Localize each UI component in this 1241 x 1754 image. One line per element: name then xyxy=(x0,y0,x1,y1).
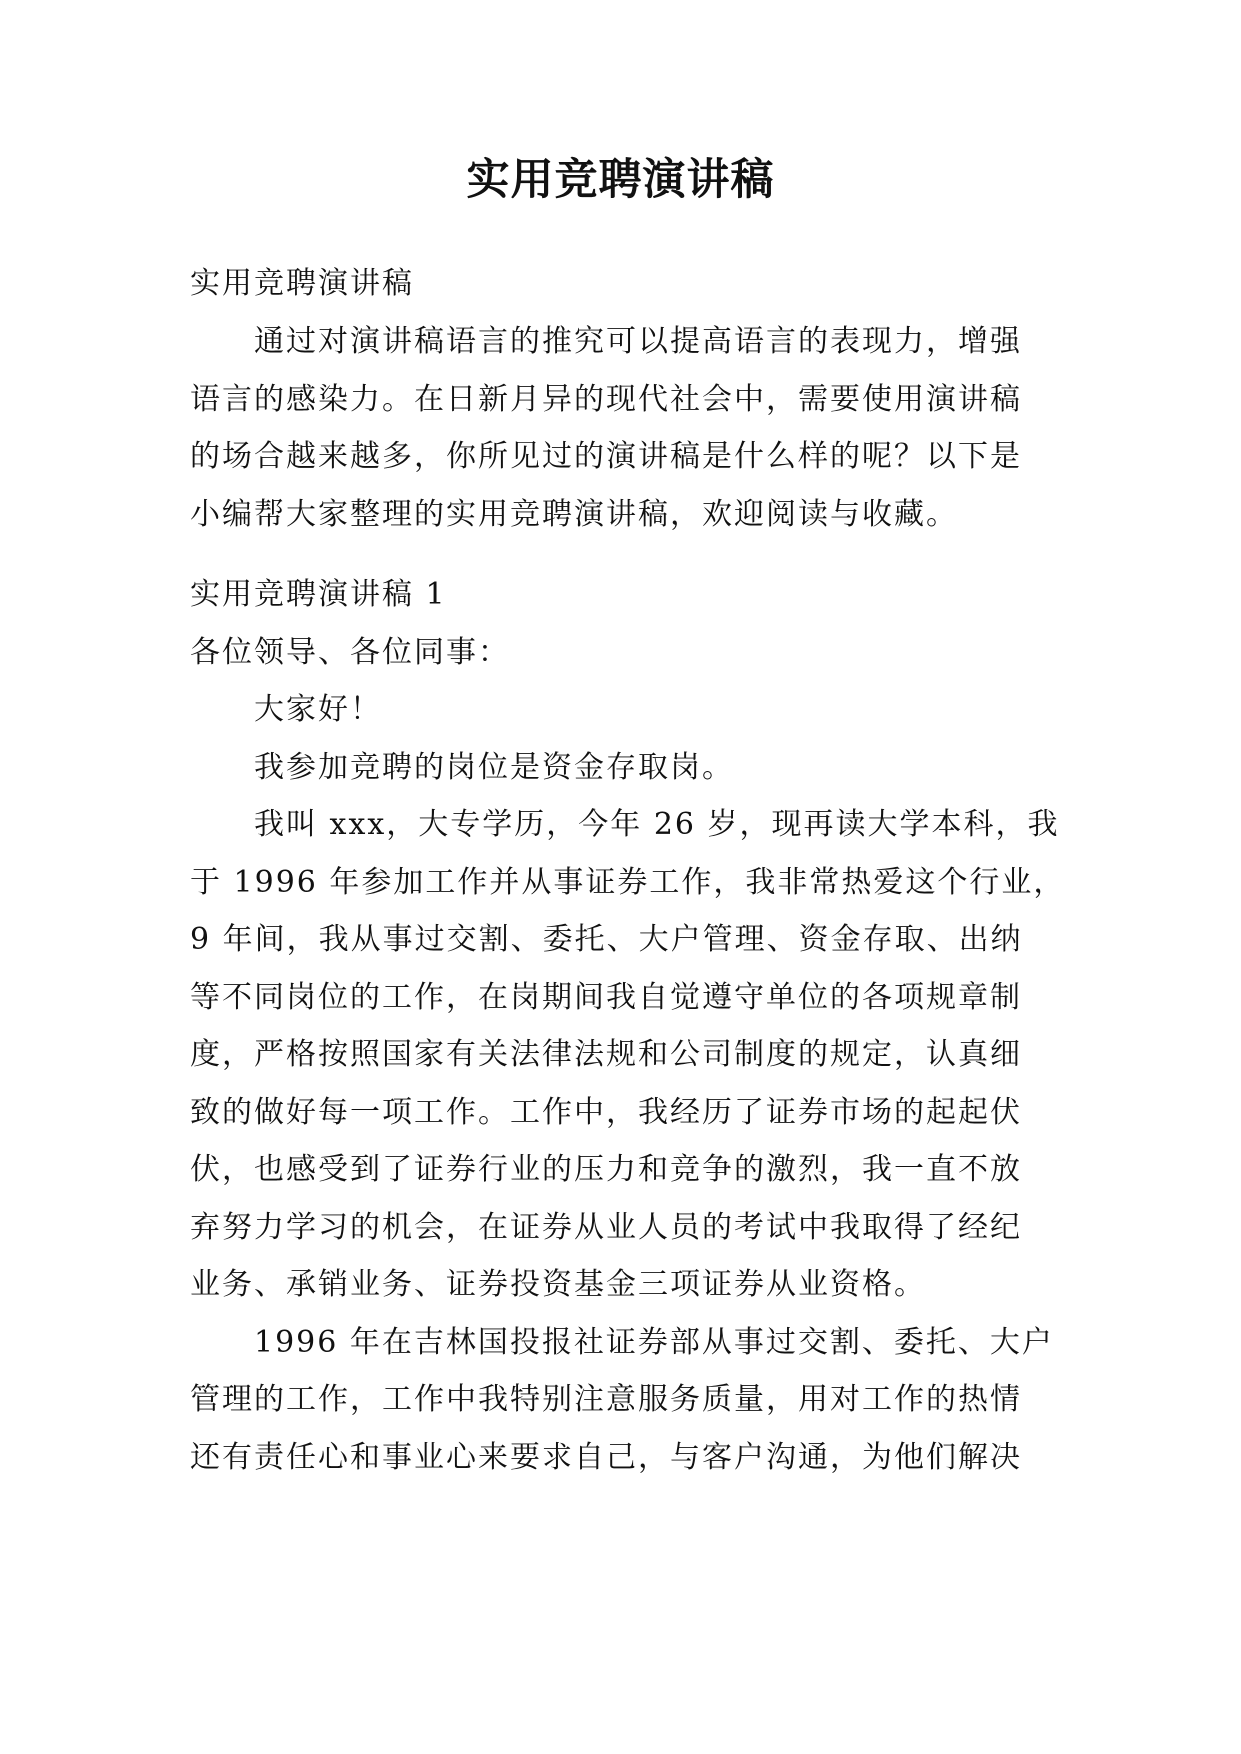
paragraph-2-line: 还有责任心和事业心来要求自己，与客户沟通，为他们解决 xyxy=(190,1439,1022,1475)
paragraph-1-line: 致的做好每一项工作。工作中，我经历了证券市场的起起伏 xyxy=(190,1094,1022,1130)
section-heading: 实用竞聘演讲稿 1 xyxy=(190,577,447,612)
intro-line: 的场合越来越多，你所见过的演讲稿是什么样的呢？以下是 xyxy=(190,439,1022,474)
paragraph-2-line: 管理的工作，工作中我特别注意服务质量，用对工作的热情 xyxy=(190,1382,1022,1417)
position-line: 我参加竞聘的岗位是资金存取岗。 xyxy=(254,749,734,785)
paragraph-1-line: 伏，也感受到了证券行业的压力和竞争的激烈，我一直不放 xyxy=(190,1152,1022,1187)
paragraph-1-line: 度，严格按照国家有关法律法规和公司制度的规定，认真细 xyxy=(190,1037,1022,1072)
intro-line: 小编帮大家整理的实用竞聘演讲稿，欢迎阅读与收藏。 xyxy=(190,496,958,532)
paragraph-1-line: 等不同岗位的工作，在岗期间我自觉遵守单位的各项规章制 xyxy=(190,979,1022,1015)
paragraph-1-line: 业务、承销业务、证券投资基金三项证券从业资格。 xyxy=(190,1267,926,1302)
intro-paragraph xyxy=(190,313,1052,543)
document-title: 实用竞聘演讲稿 xyxy=(466,155,775,205)
document-subtitle: 实用竞聘演讲稿 xyxy=(190,266,414,301)
greeting: 大家好！ xyxy=(254,692,382,727)
paragraph-1-line: 于 1996 年参加工作并从事证券工作，我非常热爱这个行业， xyxy=(190,864,1066,900)
paragraph-1-line: 我叫 xxx，大专学历，今年 26 岁，现再读大学本科，我 xyxy=(254,807,1060,842)
salutation: 各位领导、各位同事： xyxy=(190,634,510,670)
document-subtitle-block xyxy=(190,255,1052,313)
paragraph-1-line: 9 年间，我从事过交割、委托、大户管理、资金存取、出纳 xyxy=(190,922,1023,957)
intro-line: 通过对演讲稿语言的推究可以提高语言的表现力，增强 xyxy=(254,324,1022,359)
section-1 xyxy=(190,566,1066,1486)
intro-line: 语言的感染力。在日新月异的现代社会中，需要使用演讲稿 xyxy=(190,381,1022,417)
paragraph-1-line: 弃努力学习的机会，在证券从业人员的考试中我取得了经纪 xyxy=(190,1209,1022,1245)
paragraph-2-line: 1996 年在吉林国投报社证券部从事过交割、委托、大户 xyxy=(254,1324,1054,1360)
